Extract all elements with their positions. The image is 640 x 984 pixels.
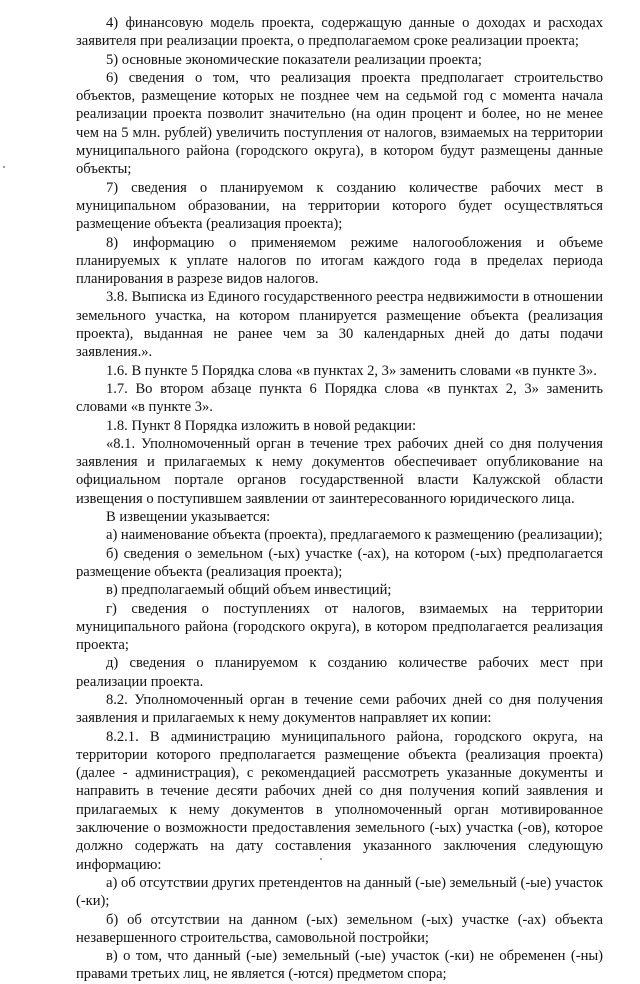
paragraph-8-1: «8.1. Уполномоченный орган в течение трех рабочих дней со дня получения заявления и прилагаемых к нему документов обеспечивает опубликование на официальном портале органов государственной власти Калужской области извещения о поступившем заявлении от заинтересованного юридического лица.	[76, 435, 603, 507]
paragraph-notice-d: г) сведения о поступлениях от налогов, взимаемых на территории муниципального района (городского округа), в котором предполагается реализация проекта;	[76, 600, 603, 654]
paragraph-1-7: 1.7. Во втором абзаце пункта 6 Порядка слова «в пунктах 2, 3» заменить словами «в пункте 3».	[76, 380, 603, 416]
paragraph-8-2-1: 8.2.1. В администрацию муниципального района, городского округа, на территории которого предполагается размещение объекта (реализация проекта) (далее - администрация), с рекомендацией рассмотреть указанные документы и направить в течение десяти рабочих дней со дня получения копий заявления и прилагаемых к нему документов в уполномоченный орган мотивированное заключение о возможности предоставления земельного (-ых) участка (-ов), которое должно содержать на дату составления указанного заключения следующую информацию:	[76, 728, 603, 873]
paragraph-item-8: 8) информацию о применяемом режиме налогообложения и объеме планируемых к уплате налогов по итогам каждого года в пределах периода планирования в разрезе видов налогов.	[76, 234, 603, 288]
paragraph-notice-a: а) наименование объекта (проекта), предлагаемого к размещению (реализации);	[106, 527, 603, 544]
paragraph-item-5: 5) основные экономические показатели реализации проекта;	[106, 51, 482, 68]
paragraph-conclusion-c: в) о том, что данный (-ые) земельный (-ые) участок (-ки) не обременен (-ны) правами третьих лиц, не является (-ются) предметом спора;	[76, 948, 603, 983]
paragraph-conclusion-b: б) об отсутствии на данном (-ых) земельном (-ых) участке (-ах) объекта незавершенного строительства, самовольной постройки;	[76, 911, 603, 946]
paragraph-1-6: 1.6. В пункте 5 Порядка слова «в пунктах 2, 3» заменить словами «в пункте 3».	[106, 362, 597, 379]
document-body	[76, 14, 603, 984]
paragraph-item-7: 7) сведения о планируемом к созданию количестве рабочих мест в муниципальном образовании, на территории которого будет осуществляться размещение объекта (реализация проекта);	[76, 179, 603, 233]
scan-speck	[3, 166, 5, 168]
paragraph-notice-b: б) сведения о земельном (-ых) участке (-ах), на котором (-ых) предполагается размещение объекта (реализация проекта);	[76, 545, 603, 580]
paragraph-3-8: 3.8. Выписка из Единого государственного реестра недвижимости в отношении земельного участка, на котором планируется размещение объекта (реализация проекта), выданная не ранее чем за 30 календарных дней до даты подачи заявления.».	[76, 289, 603, 361]
paragraph-notice-e: д) сведения о планируемом к созданию количестве рабочих мест при реализации проекта.	[76, 655, 603, 690]
paragraph-1-8: 1.8. Пункт 8 Порядка изложить в новой редакции:	[106, 417, 416, 434]
paragraph-notice-c: в) предполагаемый общий объем инвестиций;	[106, 582, 392, 599]
paragraph-item-6: 6) сведения о том, что реализация проекта предполагает строительство объектов, размещение которых не позднее чем на седьмой год с момента начала реализации проекта позволит значительно (на один процент и более, но не менее чем на 5 млн. рублей) увеличить поступления от налогов, взимаемых на территории муниципального района (городского округа), в котором будут размещены данные объекты;	[76, 69, 603, 178]
paragraph-8-2: 8.2. Уполномоченный орган в течение семи рабочих дней со дня получения заявления и прилагаемых к нему документов направляет их копии:	[76, 691, 603, 727]
paragraph-conclusion-a: а) об отсутствии других претендентов на данный (-ые) земельный (-ые) участок (-ки);	[76, 874, 603, 910]
paragraph-notice-intro: В извещении указывается:	[106, 509, 271, 526]
paragraph-item-4: 4) финансовую модель проекта, содержащую данные о доходах и расходах заявителя при реализации проекта, о предполагаемом сроке реализации проекта;	[76, 15, 603, 50]
scan-speck	[320, 858, 322, 860]
